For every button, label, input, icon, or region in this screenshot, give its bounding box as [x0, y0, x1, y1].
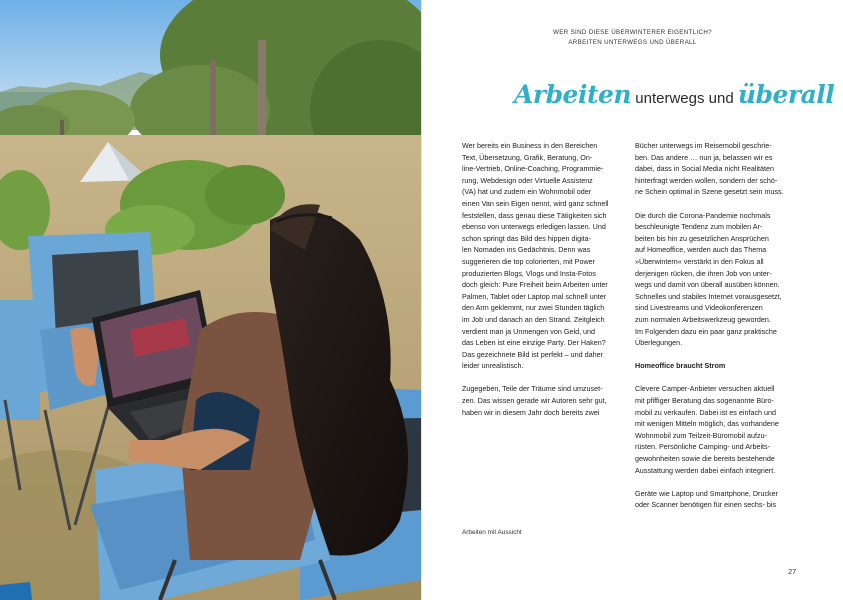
- text-line: doch gleich: Pure Freiheit beim Arbeiten unter: [462, 280, 608, 290]
- text-line: Ausstattung werden dabei einfach integriert.: [635, 465, 776, 475]
- text-line: [462, 372, 632, 384]
- text-line: Überlegungen.: [635, 338, 683, 348]
- text-column-2: [635, 140, 805, 511]
- chapter-headline: [514, 80, 834, 109]
- text-line: Bücher unterwegs im Reisemobil geschrie-: [635, 141, 772, 150]
- text-line: wegs und damit von überall ausüben können.: [635, 280, 780, 290]
- text-line: Geräte wie Laptop und Smartphone, Drucker: [635, 488, 779, 498]
- text-line: [635, 372, 805, 384]
- text-line: [635, 349, 805, 361]
- text-line: derjenigen rücken, die ihren Job von unter-: [635, 268, 772, 278]
- headline-middle: unterwegs und: [635, 90, 734, 107]
- text-line: gewohnheiten sowie die bereits bestehende: [635, 454, 775, 464]
- text-line: Wer bereits ein Business in den Bereichen: [462, 141, 598, 150]
- text-line: [635, 476, 805, 488]
- text-line: oder Scanner benötigen für einen sechs- bis: [635, 500, 777, 510]
- text-line: leider unrealistisch.: [462, 361, 524, 371]
- text-line: mit pfiffiger Beratung das sogenannte Büro-: [635, 396, 774, 406]
- text-line: auf Homeoffice, werden auch das Thema: [635, 245, 767, 255]
- text-line: hinterfragt werden wollen, sondern der schö-: [635, 175, 778, 185]
- text-line: schon springt das Bild des hippen digita-: [462, 233, 592, 243]
- page-number: 27: [788, 567, 797, 576]
- text-line: ne Schein optimal in Szene gesetzt sein muss.: [635, 187, 784, 197]
- text-line: produzierten Blogs, Vlogs und Insta-Fotos: [462, 268, 596, 278]
- text-line: zum normalen Arbeitswerkzeug geworden.: [635, 314, 771, 324]
- photo-woman-working-on-laptop: [0, 0, 421, 600]
- headline-ueberall: überall: [737, 80, 835, 109]
- text-line: zen. Das wissen gerade wir Autoren sehr gut,: [462, 396, 607, 406]
- text-line: ben. Das andere … nun ja, belassen wir es: [635, 152, 773, 162]
- text-line: »Überwintern« verstärkt in den Fokus all: [635, 256, 764, 266]
- running-head: [422, 28, 843, 48]
- headline-arbeiten: Arbeiten: [514, 80, 632, 109]
- text-line: Clevere Camper-Anbieter versuchen aktuell: [635, 384, 775, 394]
- text-line: haben wir in diesem Jahr doch bereits zwei: [462, 407, 600, 417]
- text-line: ebenso von unterwegs erledigen lassen. Und: [462, 222, 606, 232]
- text-line: Wohnmobil zum Teilzeit-Büromobil aufzu-: [635, 430, 767, 440]
- photo-page: [0, 0, 421, 600]
- text-line: Zugegeben, Teile der Träume sind umzuset-: [462, 384, 603, 394]
- text-line: verdient man ja Unmengen von Geld, und: [462, 326, 596, 336]
- running-head-line-1: WER SIND DIESE ÜBERWINTERER EIGENTLICH?: [553, 29, 712, 36]
- text-line: [635, 198, 805, 210]
- text-line: einen Van sein Eigen nennt, wird ganz schnell: [462, 198, 609, 208]
- text-line: mobil zu verkaufen. Dabei ist es einfach und: [635, 407, 777, 417]
- text-line: rung, Webdesign oder Virtuelle Assistenz: [462, 175, 593, 185]
- text-line: line-Vertrieb, Online-Coaching, Programmie-: [462, 164, 604, 174]
- text-line: sind Livestreams und Videokonferenzen: [635, 303, 763, 313]
- text-line: mit wenigen Mitteln möglich, das vorhandene: [635, 419, 779, 429]
- text-line: Palmen, Tablet oder Laptop mal schnell unter: [462, 291, 607, 301]
- text-column-1: [462, 140, 632, 418]
- text-line: beiten bis hin zu gesetzlichen Ansprüchen: [635, 233, 769, 243]
- photo-caption: Arbeiten mit Aussicht: [462, 529, 522, 536]
- text-line: das Leben ist eine einzige Party. Der Haken?: [462, 338, 606, 348]
- text-line: (VA) hat und zudem ein Wohnmobil oder: [462, 187, 592, 197]
- text-line: len Nomaden ins Gedächtnis. Denn was: [462, 245, 591, 255]
- text-line: im Job und danach an den Strand. Zeitgleich: [462, 314, 605, 324]
- text-line: Text, Übersetzung, Grafik, Beratung, On-: [462, 152, 593, 162]
- running-head-line-2: ARBEITEN UNTERWEGS UND ÜBERALL: [568, 39, 697, 46]
- text-line: Die durch die Corona-Pandemie nochmals: [635, 210, 771, 220]
- text-line: Im Folgenden dazu ein paar ganz praktische: [635, 326, 777, 336]
- text-line: beschleunigte Tendenz zum mobilen Ar-: [635, 222, 763, 232]
- text-line: suggerieren die top colorierten, mit Power: [462, 256, 596, 266]
- text-line: Schnelles und stabiles Internet vorausgesetzt,: [635, 291, 782, 301]
- text-line: den Arm geklemmt, nur zwei Stunden täglich: [462, 303, 605, 313]
- text-line: Das gezeichnete Bild ist perfekt – und daher: [462, 349, 604, 359]
- text-page: [422, 0, 843, 600]
- text-line: rüsten. Persönliche Camping- und Arbeits-: [635, 442, 771, 452]
- text-line: feststellen, dass genau diese Tätigkeiten sich: [462, 210, 607, 220]
- text-line: dabei, dass in Social Media nicht Realitäten: [635, 164, 775, 174]
- section-subheading: Homeoffice braucht Strom: [635, 361, 726, 371]
